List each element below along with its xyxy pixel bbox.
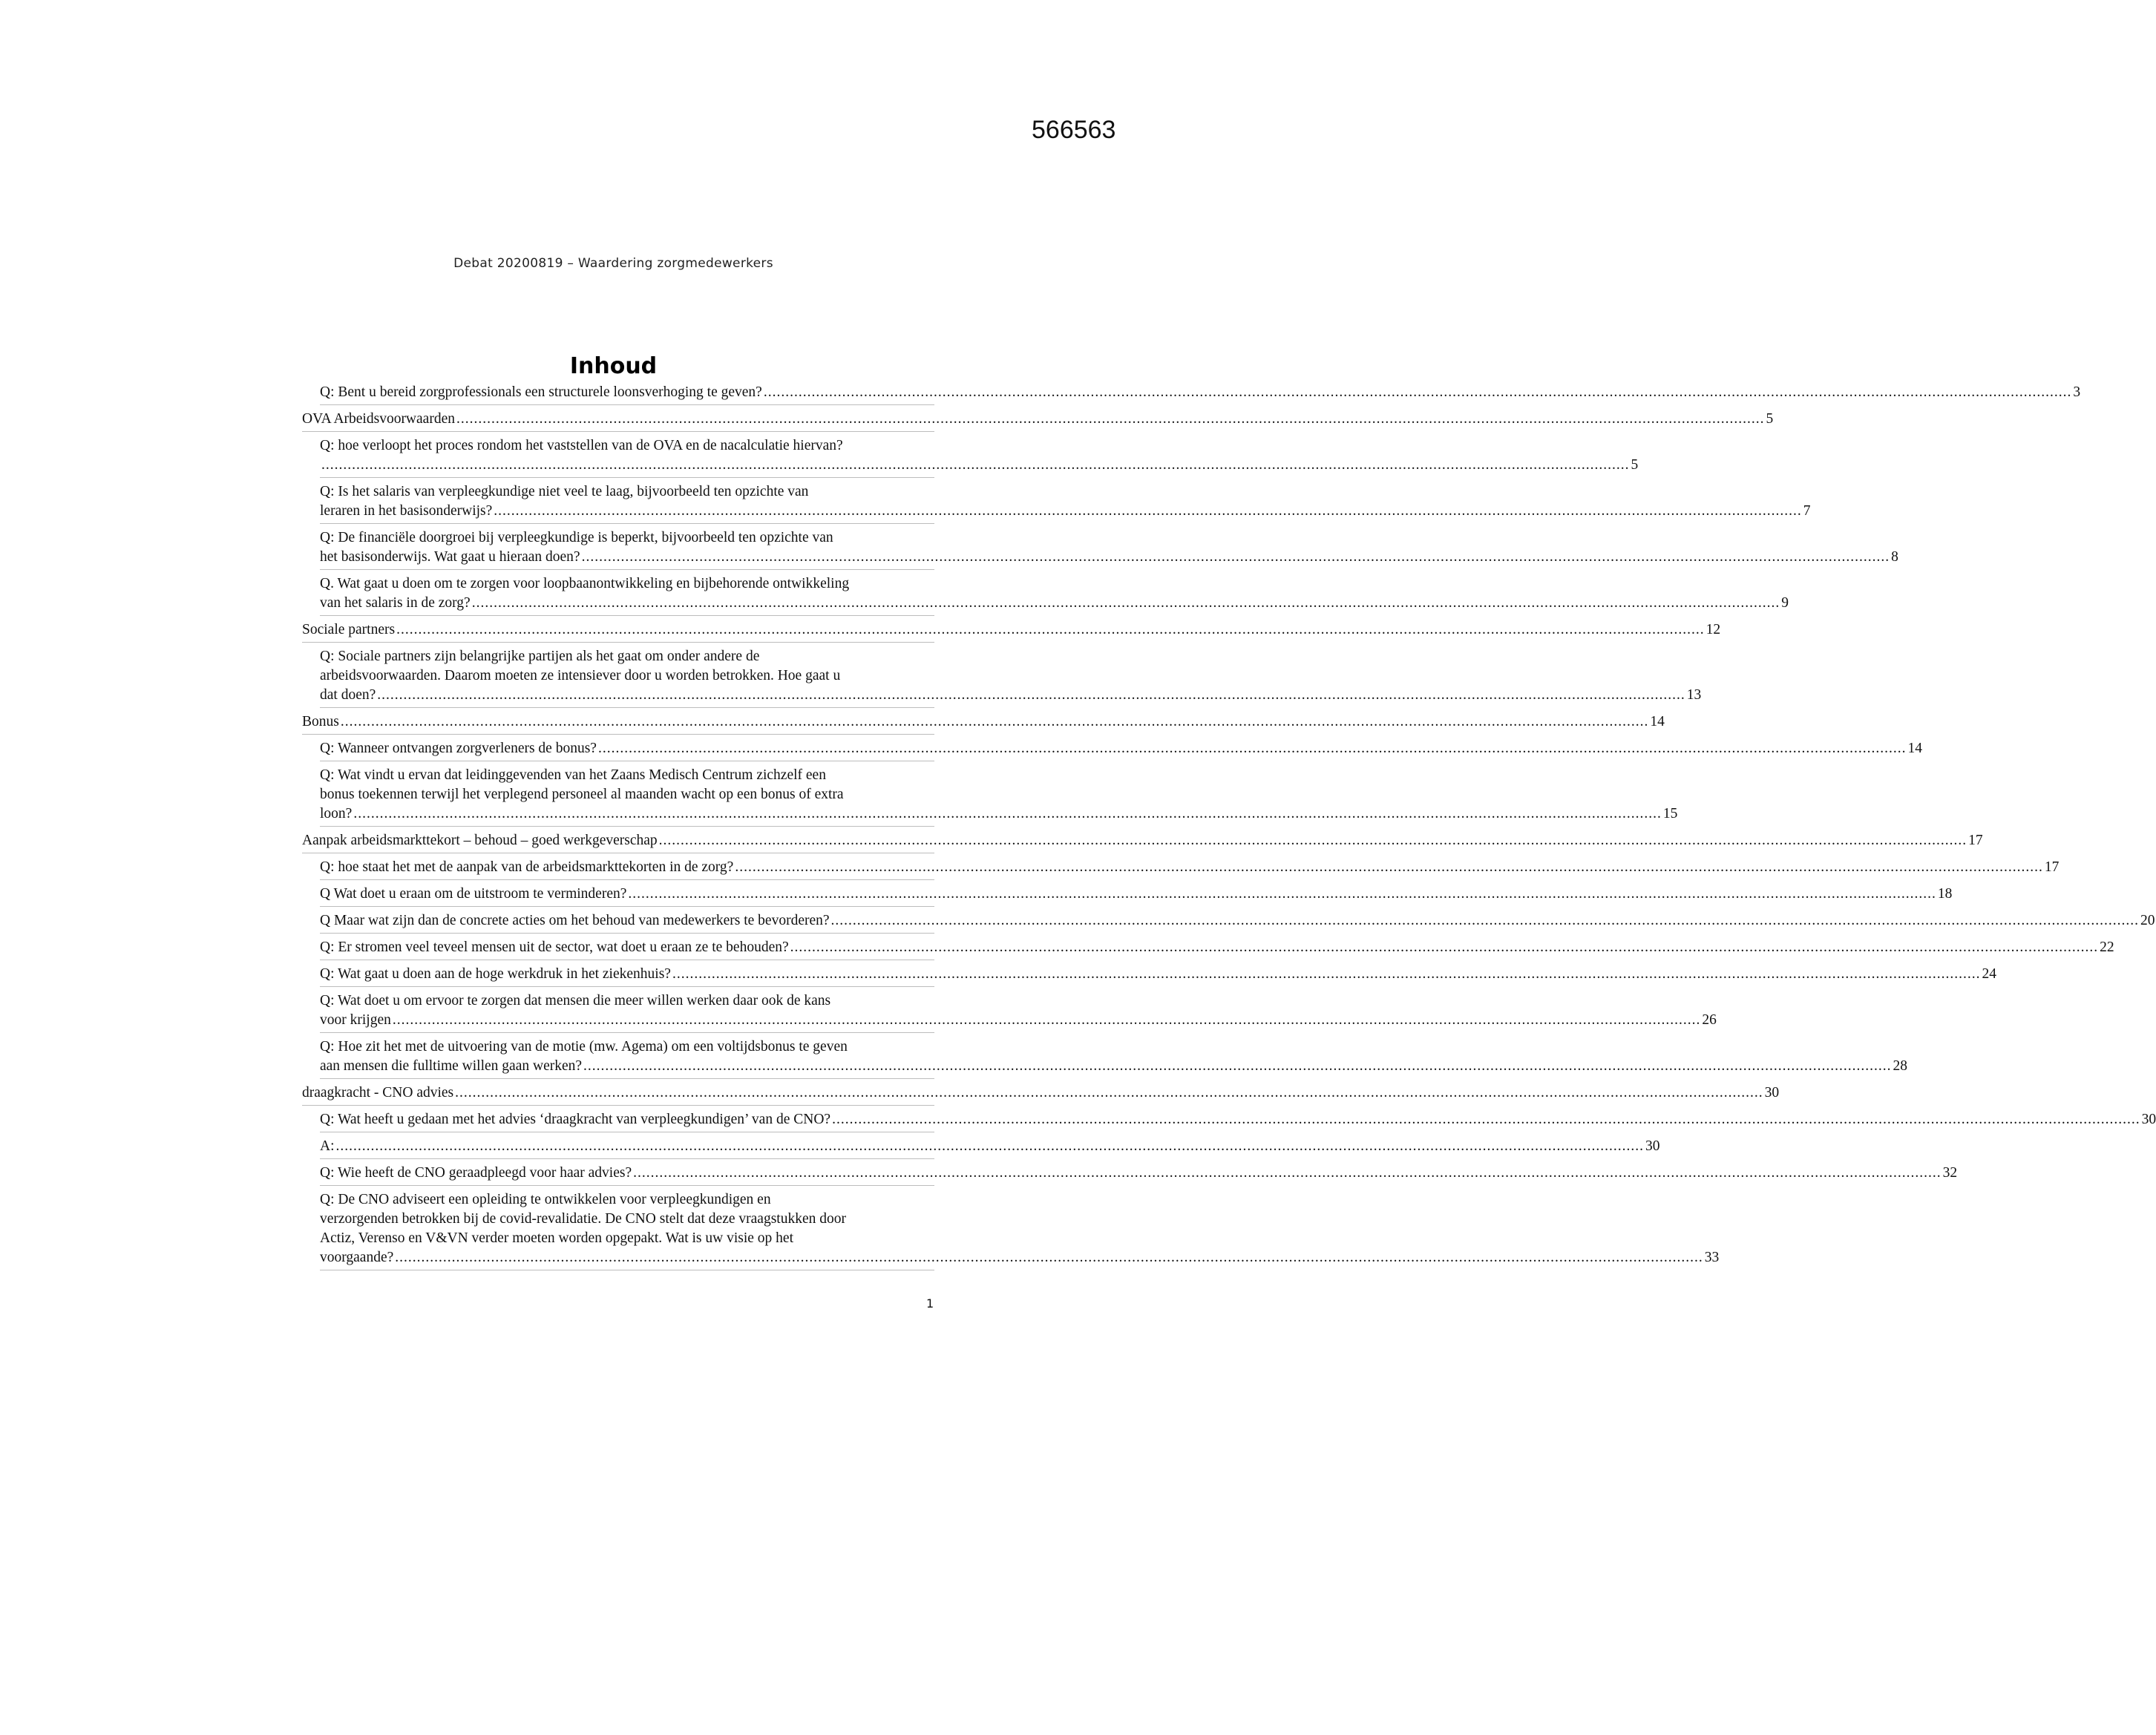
toc-entry[interactable] <box>320 574 1789 616</box>
toc-entry-title: A: <box>320 1138 335 1154</box>
dot-leader: ............................................................................................................................................................................................................................................................................................................ <box>395 1250 1703 1265</box>
dot-leader: ............................................................................................................................................................................................................................................................................................................ <box>830 913 2140 928</box>
toc-entry-line <box>302 712 1665 732</box>
toc-page-number: 15 <box>1662 806 1678 821</box>
toc-page-number: 32 <box>1942 1165 1958 1181</box>
dot-leader: ............................................................................................................................................................................................................................................................................................................ <box>396 622 1705 637</box>
toc-entry[interactable] <box>302 1083 1780 1106</box>
toc-page-number: 14 <box>1907 741 1922 756</box>
dot-leader: ............................................................................................................................................................................................................................................................................................................ <box>340 714 1649 729</box>
dot-leader: ............................................................................................................................................................................................................................................................................................................ <box>455 1085 1763 1101</box>
toc-entry[interactable] <box>320 885 1953 907</box>
toc-entry-line <box>302 410 1774 429</box>
toc-entry-line <box>302 831 1983 850</box>
toc-page-number: 30 <box>1764 1085 1780 1101</box>
toc-entry-line <box>320 1011 1717 1030</box>
toc-entry-line <box>302 1083 1780 1103</box>
toc-entry-text: arbeidsvoorwaarden. Daarom moeten ze intensiever door u worden betrokken. Hoe gaat u <box>320 668 841 683</box>
toc-entry-line <box>320 1137 1660 1156</box>
toc-page-number: 26 <box>1702 1012 1717 1028</box>
toc-entry-line <box>320 456 1639 475</box>
toc-page-number: 22 <box>2100 939 2114 955</box>
toc-entry[interactable] <box>320 911 2155 934</box>
toc-page-number: 5 <box>1766 411 1774 427</box>
toc-page-number: 24 <box>1982 966 1996 982</box>
toc-entry-text: Q: Wat doet u om ervoor te zorgen dat mensen die meer willen werken daar ook de kans <box>320 993 831 1008</box>
toc-entry-title: draagkracht - CNO advies <box>302 1085 454 1101</box>
toc-entry-title: OVA Arbeidsvoorwaarden <box>302 411 455 427</box>
dot-leader: ............................................................................................................................................................................................................................................................................................................ <box>658 833 1967 848</box>
toc-entry-text: Q: Sociale partners zijn belangrijke partijen als het gaat om onder andere de <box>320 649 760 664</box>
toc-entry-line <box>320 965 1996 984</box>
toc-entry-text: Q. Wat gaat u doen om te zorgen voor loopbaanontwikkeling en bijbehorende ontwikkeling <box>320 576 850 591</box>
toc-entry-title: Sociale partners <box>302 622 396 637</box>
toc-page-number: 5 <box>1631 457 1639 473</box>
toc-entry-line <box>302 620 1721 640</box>
toc-entry[interactable] <box>320 383 2081 405</box>
dot-leader: ............................................................................................................................................................................................................................................................................................................ <box>597 741 1907 756</box>
toc-entry[interactable] <box>320 1164 1958 1186</box>
toc-entry-line <box>320 1164 1958 1183</box>
toc-entry-title: voor krijgen <box>320 1012 391 1028</box>
page-header: Debat 20200819 – Waardering zorgmedewerkers <box>453 256 773 271</box>
dot-leader: ............................................................................................................................................................................................................................................................................................................ <box>633 1165 1942 1181</box>
toc-entry-title: dat doen? <box>320 687 376 703</box>
toc-page-number: 12 <box>1706 622 1721 637</box>
toc-entry-line <box>320 804 1678 824</box>
toc-page-number: 28 <box>1893 1058 1908 1074</box>
toc-entry-title: Bonus <box>302 714 339 729</box>
dot-leader: ............................................................................................................................................................................................................................................................................................................ <box>392 1012 1701 1028</box>
dot-leader: ............................................................................................................................................................................................................................................................................................................ <box>583 1058 1892 1074</box>
toc-entry-title: Q: Wanneer ontvangen zorgverleners de bonus? <box>320 741 597 756</box>
dot-leader: ............................................................................................................................................................................................................................................................................................................ <box>763 384 2072 400</box>
toc-entry[interactable] <box>320 528 1898 570</box>
toc-page-number: 30 <box>2141 1112 2156 1127</box>
toc-entry-text: Q: hoe verloopt het proces rondom het vaststellen van de OVA en de nacalculatie hiervan? <box>320 438 843 453</box>
toc-entry[interactable] <box>320 739 1922 761</box>
toc-entry[interactable] <box>302 831 1983 853</box>
toc-entry-title: Q Maar wat zijn dan de concrete acties om het behoud van medewerkers te bevorderen? <box>320 913 830 928</box>
toc-entry[interactable] <box>320 436 1639 478</box>
toc-page-number: 13 <box>1686 687 1702 703</box>
toc-page-number: 18 <box>1937 886 1953 902</box>
dot-leader: ............................................................................................................................................................................................................................................................................................................ <box>628 886 1936 902</box>
toc-page-number: 30 <box>1645 1138 1660 1154</box>
toc-entry[interactable] <box>320 1037 1908 1079</box>
dot-leader: ............................................................................................................................................................................................................................................................................................................ <box>471 595 1780 611</box>
toc-entry-title: Aanpak arbeidsmarkttekort – behoud – goed werkgeverschap <box>302 833 658 848</box>
toc-entry-line <box>320 548 1898 567</box>
toc-entry[interactable] <box>302 410 1774 432</box>
toc-page-number: 7 <box>1803 503 1811 519</box>
toc-page-number: 20 <box>2140 913 2155 928</box>
toc-entry-text: Q: Is het salaris van verpleegkundige niet veel te laag, bijvoorbeeld ten opzichte van <box>320 484 809 499</box>
toc-entry-line <box>320 911 2155 931</box>
toc-entry[interactable] <box>320 1190 1720 1270</box>
toc-entry-title: Q: Er stromen veel teveel mensen uit de sector, wat doet u eraan ze te behouden? <box>320 939 789 955</box>
toc-page-number: 9 <box>1781 595 1789 611</box>
toc-entry-text: Q: Hoe zit het met de uitvoering van de motie (mw. Agema) om een voltijdsbonus te geven <box>320 1039 848 1055</box>
page-number: 1 <box>926 1296 934 1311</box>
dot-leader: ............................................................................................................................................................................................................................................................................................................ <box>735 859 2043 875</box>
table-of-contents <box>302 383 2156 1275</box>
dot-leader: ............................................................................................................................................................................................................................................................................................................ <box>353 806 1662 821</box>
toc-entry-line <box>320 858 2060 877</box>
dot-leader: ............................................................................................................................................................................................................................................................................................................ <box>335 1138 1644 1154</box>
toc-entry-title: Q: hoe staat het met de aanpak van de arbeidsmarkttekorten in de zorg? <box>320 859 734 875</box>
toc-entry-line <box>320 1110 2156 1129</box>
toc-entry-text: Q: De CNO adviseert een opleiding te ontwikkelen voor verpleegkundigen en <box>320 1192 771 1207</box>
toc-entry[interactable] <box>320 965 1996 987</box>
toc-entry-text: Q: De financiële doorgroei bij verpleegkundige is beperkt, bijvoorbeeld ten opzichte van <box>320 530 833 545</box>
dot-leader: ............................................................................................................................................................................................................................................................................................................ <box>494 503 1802 519</box>
toc-entry-line <box>320 885 1953 904</box>
toc-entry-line <box>320 594 1789 613</box>
toc-entry-text: Q: Wat vindt u ervan dat leidinggevenden van het Zaans Medisch Centrum zichzelf een <box>320 767 826 783</box>
toc-entry-text: verzorgenden betrokken bij de covid-revalidatie. De CNO stelt dat deze vraagstukken door <box>320 1211 846 1227</box>
dot-leader: ............................................................................................................................................................................................................................................................................................................ <box>377 687 1685 703</box>
document-id: 566563 <box>1032 116 1116 144</box>
toc-entry[interactable] <box>320 766 1678 827</box>
toc-entry-text: bonus toekennen terwijl het verplegend personeel al maanden wacht op een bonus of extra <box>320 787 844 802</box>
toc-page-number: 17 <box>1968 833 1983 848</box>
toc-page-number: 33 <box>1704 1250 1720 1265</box>
toc-entry-text: Actiz, Verenso en V&VN verder moeten worden opgepakt. Wat is uw visie op het <box>320 1230 793 1246</box>
dot-leader: ............................................................................................................................................................................................................................................................................................................ <box>672 966 1981 982</box>
toc-entry[interactable] <box>320 482 1811 524</box>
toc-entry[interactable] <box>320 1137 1660 1159</box>
dot-leader: ............................................................................................................................................................................................................................................................................................................ <box>456 411 1765 427</box>
toc-entry-line <box>320 1248 1720 1267</box>
toc-entry-title: leraren in het basisonderwijs? <box>320 503 493 519</box>
dot-leader: ............................................................................................................................................................................................................................................................................................................ <box>581 549 1890 565</box>
toc-page-number: 3 <box>2073 384 2081 400</box>
dot-leader: ............................................................................................................................................................................................................................................................................................................ <box>790 939 2099 955</box>
toc-entry-line <box>320 1057 1908 1076</box>
toc-entry-title: Q Wat doet u eraan om de uitstroom te verminderen? <box>320 886 627 902</box>
toc-entry-title: Q: Wat heeft u gedaan met het advies ‘draagkracht van verpleegkundigen’ van de CNO? <box>320 1112 831 1127</box>
toc-entry-line <box>320 686 1702 705</box>
toc-entry[interactable] <box>302 620 1721 643</box>
toc-entry[interactable] <box>320 938 2114 960</box>
dot-leader: ............................................................................................................................................................................................................................................................................................................ <box>832 1112 2140 1127</box>
toc-title: Inhoud <box>569 353 658 379</box>
toc-page-number: 17 <box>2044 859 2060 875</box>
toc-entry-title: voorgaande? <box>320 1250 394 1265</box>
toc-entry-line <box>320 938 2114 957</box>
toc-entry[interactable] <box>320 647 1702 708</box>
toc-entry[interactable] <box>320 991 1717 1033</box>
toc-entry-title: aan mensen die fulltime willen gaan werken? <box>320 1058 583 1074</box>
toc-entry-line <box>320 383 2081 402</box>
toc-entry[interactable] <box>320 1110 2156 1132</box>
toc-entry[interactable] <box>320 858 2060 880</box>
dot-leader: ............................................................................................................................................................................................................................................................................................................ <box>321 457 1630 473</box>
toc-page-number: 14 <box>1650 714 1665 729</box>
toc-entry-title: Q: Wat gaat u doen aan de hoge werkdruk in het ziekenhuis? <box>320 966 671 982</box>
toc-entry-title: loon? <box>320 806 353 821</box>
toc-page-number: 8 <box>1891 549 1898 565</box>
toc-entry-title: Q: Bent u bereid zorgprofessionals een structurele loonsverhoging te geven? <box>320 384 762 400</box>
toc-entry-line <box>320 502 1811 521</box>
toc-entry[interactable] <box>302 712 1665 735</box>
toc-entry-title: het basisonderwijs. Wat gaat u hieraan doen? <box>320 549 580 565</box>
toc-entry-line <box>320 739 1922 758</box>
toc-entry-title: van het salaris in de zorg? <box>320 595 471 611</box>
toc-entry-title: Q: Wie heeft de CNO geraadpleegd voor haar advies? <box>320 1165 632 1181</box>
